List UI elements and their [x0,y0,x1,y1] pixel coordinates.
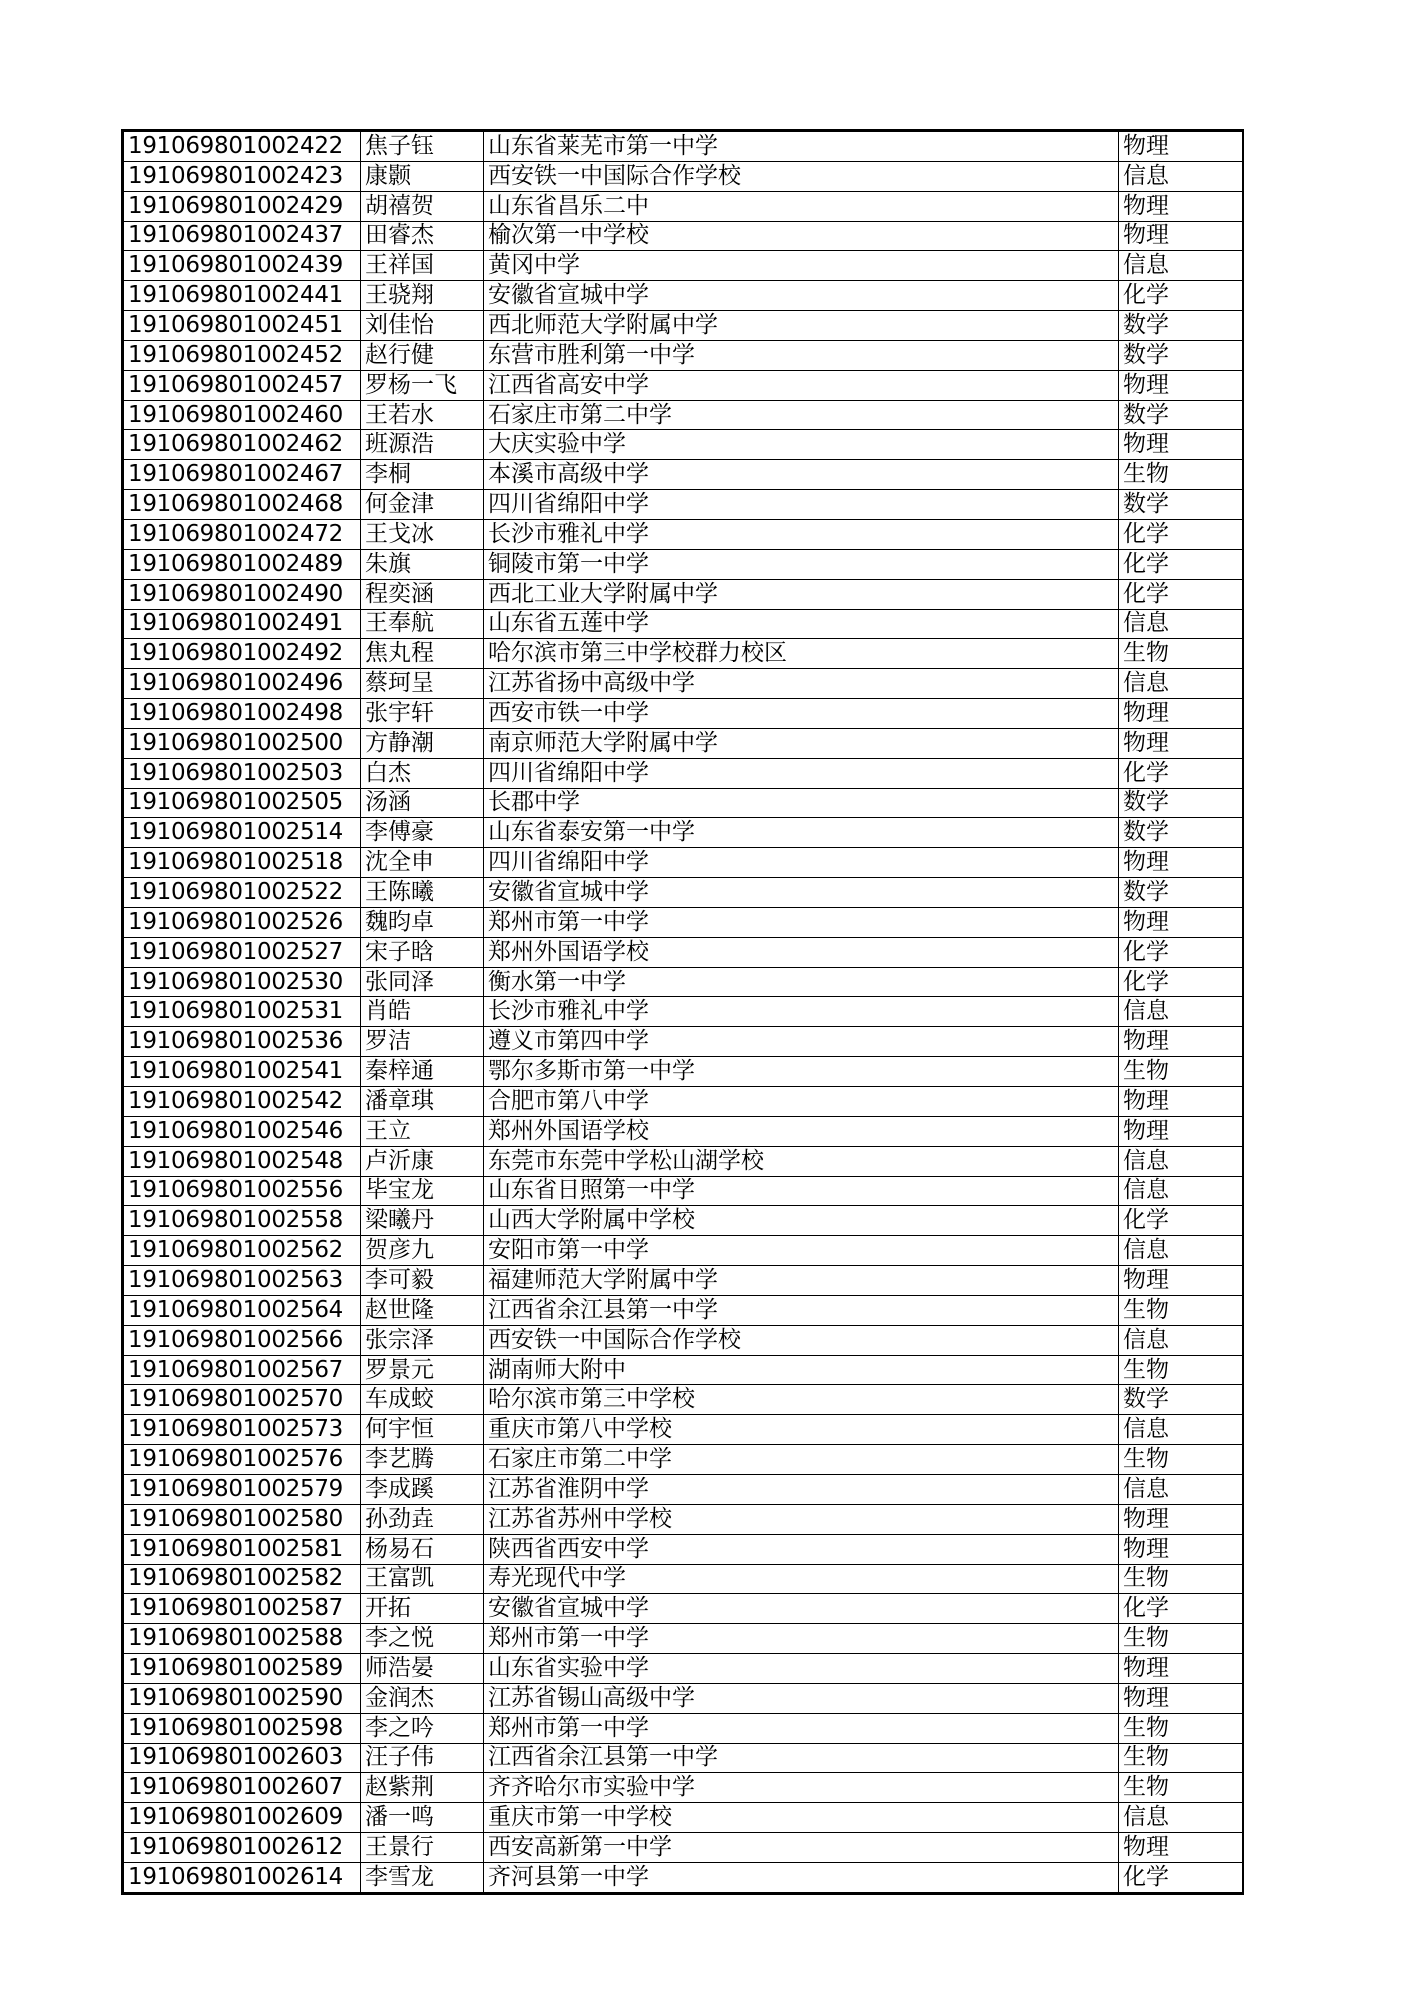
table-row [124,1415,1243,1445]
table-row [124,1146,1243,1176]
name-cell: 李成蹊 [361,1474,484,1504]
school-cell: 山西大学附属中学校 [484,1206,1119,1236]
name-cell: 肖皓 [361,997,484,1027]
school-cell: 重庆市第八中学校 [484,1415,1119,1445]
table-row [124,1862,1243,1892]
school-cell: 郑州外国语学校 [484,1116,1119,1146]
table-row [124,1057,1243,1087]
id-cell: 191069801002468 [124,490,361,520]
school-cell: 陕西省西安中学 [484,1534,1119,1564]
table-row [124,1027,1243,1057]
subject-cell: 数学 [1119,1385,1243,1415]
subject-cell: 物理 [1119,430,1243,460]
school-cell: 安徽省宣城中学 [484,878,1119,908]
name-cell: 开拓 [361,1594,484,1624]
subject-cell: 物理 [1119,1116,1243,1146]
name-cell: 焦丸程 [361,639,484,669]
subject-cell: 信息 [1119,1325,1243,1355]
school-cell: 郑州市第一中学 [484,907,1119,937]
table-row [124,967,1243,997]
name-cell: 田睿杰 [361,221,484,251]
id-cell: 191069801002429 [124,191,361,221]
table-row [124,1236,1243,1266]
subject-cell: 生物 [1119,1773,1243,1803]
id-cell: 191069801002609 [124,1803,361,1833]
subject-cell: 物理 [1119,907,1243,937]
subject-cell: 化学 [1119,281,1243,311]
subject-cell: 数学 [1119,340,1243,370]
table-row [124,1176,1243,1206]
school-cell: 湖南师大附中 [484,1355,1119,1385]
id-cell: 191069801002451 [124,311,361,341]
subject-cell: 物理 [1119,1833,1243,1863]
name-cell: 李之吟 [361,1713,484,1743]
subject-cell: 生物 [1119,1445,1243,1475]
id-cell: 191069801002460 [124,400,361,430]
subject-cell: 生物 [1119,1355,1243,1385]
subject-cell: 数学 [1119,878,1243,908]
subject-cell: 信息 [1119,997,1243,1027]
name-cell: 李艺腾 [361,1445,484,1475]
school-cell: 江苏省淮阴中学 [484,1474,1119,1504]
id-cell: 191069801002492 [124,639,361,669]
table-row [124,1594,1243,1624]
name-cell: 王奉航 [361,609,484,639]
subject-cell: 信息 [1119,1474,1243,1504]
name-cell: 汪子伟 [361,1743,484,1773]
table-row [124,699,1243,729]
id-cell: 191069801002527 [124,937,361,967]
id-cell: 191069801002582 [124,1564,361,1594]
name-cell: 汤涵 [361,788,484,818]
id-cell: 191069801002562 [124,1236,361,1266]
table-row [124,1266,1243,1296]
id-cell: 191069801002603 [124,1743,361,1773]
name-cell: 王陈曦 [361,878,484,908]
table-row [124,519,1243,549]
name-cell: 刘佳怡 [361,311,484,341]
subject-cell: 信息 [1119,609,1243,639]
table-row [124,1504,1243,1534]
subject-cell: 化学 [1119,967,1243,997]
name-cell: 贺彦九 [361,1236,484,1266]
subject-cell: 数学 [1119,818,1243,848]
id-cell: 191069801002556 [124,1176,361,1206]
subject-cell: 物理 [1119,1266,1243,1296]
subject-cell: 生物 [1119,1713,1243,1743]
subject-cell: 信息 [1119,1176,1243,1206]
name-cell: 毕宝龙 [361,1176,484,1206]
name-cell: 王戈冰 [361,519,484,549]
subject-cell: 物理 [1119,132,1243,162]
id-cell: 191069801002607 [124,1773,361,1803]
subject-cell: 物理 [1119,699,1243,729]
name-cell: 赵紫荆 [361,1773,484,1803]
school-cell: 四川省绵阳中学 [484,848,1119,878]
id-cell: 191069801002423 [124,161,361,191]
name-cell: 朱旗 [361,549,484,579]
school-cell: 福建师范大学附属中学 [484,1266,1119,1296]
table-row [124,161,1243,191]
id-cell: 191069801002422 [124,132,361,162]
subject-cell: 生物 [1119,639,1243,669]
school-cell: 长郡中学 [484,788,1119,818]
subject-cell: 化学 [1119,758,1243,788]
school-cell: 本溪市高级中学 [484,460,1119,490]
id-cell: 191069801002452 [124,340,361,370]
school-cell: 榆次第一中学校 [484,221,1119,251]
id-cell: 191069801002612 [124,1833,361,1863]
name-cell: 王祥国 [361,251,484,281]
school-cell: 山东省泰安第一中学 [484,818,1119,848]
subject-cell: 生物 [1119,1057,1243,1087]
table-row [124,1295,1243,1325]
table-row [124,460,1243,490]
name-cell: 张同泽 [361,967,484,997]
school-cell: 长沙市雅礼中学 [484,519,1119,549]
school-cell: 江苏省苏州中学校 [484,1504,1119,1534]
table-row [124,1833,1243,1863]
school-cell: 四川省绵阳中学 [484,758,1119,788]
school-cell: 南京师范大学附属中学 [484,728,1119,758]
table-row [124,1087,1243,1117]
subject-cell: 化学 [1119,937,1243,967]
name-cell: 方静潮 [361,728,484,758]
name-cell: 孙劲垚 [361,1504,484,1534]
name-cell: 秦梓通 [361,1057,484,1087]
id-cell: 191069801002472 [124,519,361,549]
school-cell: 郑州市第一中学 [484,1713,1119,1743]
school-cell: 西北师范大学附属中学 [484,311,1119,341]
table-row [124,669,1243,699]
school-cell: 黄冈中学 [484,251,1119,281]
name-cell: 白杰 [361,758,484,788]
school-cell: 哈尔滨市第三中学校群力校区 [484,639,1119,669]
school-cell: 江西省高安中学 [484,370,1119,400]
table-row [124,907,1243,937]
subject-cell: 数学 [1119,490,1243,520]
table-row [124,997,1243,1027]
table-row [124,579,1243,609]
school-cell: 郑州市第一中学 [484,1624,1119,1654]
school-cell: 江苏省锡山高级中学 [484,1683,1119,1713]
name-cell: 潘章琪 [361,1087,484,1117]
school-cell: 西安铁一中国际合作学校 [484,1325,1119,1355]
name-cell: 沈全申 [361,848,484,878]
school-cell: 安徽省宣城中学 [484,281,1119,311]
name-cell: 胡禧贺 [361,191,484,221]
id-cell: 191069801002441 [124,281,361,311]
school-cell: 山东省五莲中学 [484,609,1119,639]
subject-cell: 化学 [1119,519,1243,549]
subject-cell: 物理 [1119,221,1243,251]
school-cell: 江苏省扬中高级中学 [484,669,1119,699]
subject-cell: 生物 [1119,1624,1243,1654]
table-row [124,1654,1243,1684]
name-cell: 王富凯 [361,1564,484,1594]
id-cell: 191069801002490 [124,579,361,609]
table-row [124,1206,1243,1236]
subject-cell: 物理 [1119,1087,1243,1117]
table-row [124,758,1243,788]
table-row [124,1713,1243,1743]
table-row [124,132,1243,162]
school-cell: 西安市铁一中学 [484,699,1119,729]
id-cell: 191069801002505 [124,788,361,818]
id-cell: 191069801002563 [124,1266,361,1296]
id-cell: 191069801002564 [124,1295,361,1325]
table-row [124,1534,1243,1564]
roster-table [121,129,1244,1895]
id-cell: 191069801002522 [124,878,361,908]
id-cell: 191069801002498 [124,699,361,729]
id-cell: 191069801002531 [124,997,361,1027]
id-cell: 191069801002581 [124,1534,361,1564]
id-cell: 191069801002491 [124,609,361,639]
name-cell: 梁曦丹 [361,1206,484,1236]
subject-cell: 生物 [1119,1743,1243,1773]
subject-cell: 物理 [1119,1027,1243,1057]
name-cell: 王立 [361,1116,484,1146]
school-cell: 重庆市第一中学校 [484,1803,1119,1833]
id-cell: 191069801002462 [124,430,361,460]
subject-cell: 化学 [1119,549,1243,579]
name-cell: 康颢 [361,161,484,191]
school-cell: 山东省昌乐二中 [484,191,1119,221]
name-cell: 张宇轩 [361,699,484,729]
school-cell: 遵义市第四中学 [484,1027,1119,1057]
table-row [124,191,1243,221]
name-cell: 潘一鸣 [361,1803,484,1833]
id-cell: 191069801002580 [124,1504,361,1534]
table-row [124,1624,1243,1654]
name-cell: 杨易石 [361,1534,484,1564]
id-cell: 191069801002558 [124,1206,361,1236]
name-cell: 王景行 [361,1833,484,1863]
subject-cell: 信息 [1119,1146,1243,1176]
school-cell: 江西省余江县第一中学 [484,1295,1119,1325]
name-cell: 魏昀卓 [361,907,484,937]
subject-cell: 信息 [1119,1803,1243,1833]
subject-cell: 信息 [1119,669,1243,699]
id-cell: 191069801002590 [124,1683,361,1713]
id-cell: 191069801002576 [124,1445,361,1475]
name-cell: 李桐 [361,460,484,490]
name-cell: 赵行健 [361,340,484,370]
name-cell: 罗洁 [361,1027,484,1057]
subject-cell: 信息 [1119,161,1243,191]
school-cell: 西安高新第一中学 [484,1833,1119,1863]
id-cell: 191069801002587 [124,1594,361,1624]
subject-cell: 化学 [1119,579,1243,609]
table-row [124,1474,1243,1504]
table-row [124,1325,1243,1355]
school-cell: 衡水第一中学 [484,967,1119,997]
table-row [124,1355,1243,1385]
id-cell: 191069801002489 [124,549,361,579]
subject-cell: 物理 [1119,848,1243,878]
name-cell: 何金津 [361,490,484,520]
id-cell: 191069801002437 [124,221,361,251]
id-cell: 191069801002518 [124,848,361,878]
subject-cell: 信息 [1119,1415,1243,1445]
name-cell: 焦子钰 [361,132,484,162]
school-cell: 四川省绵阳中学 [484,490,1119,520]
table-row [124,1683,1243,1713]
name-cell: 罗杨一飞 [361,370,484,400]
subject-cell: 数学 [1119,311,1243,341]
id-cell: 191069801002589 [124,1654,361,1684]
subject-cell: 化学 [1119,1594,1243,1624]
table-row [124,728,1243,758]
subject-cell: 数学 [1119,400,1243,430]
school-cell: 哈尔滨市第三中学校 [484,1385,1119,1415]
name-cell: 金润杰 [361,1683,484,1713]
name-cell: 何宇恒 [361,1415,484,1445]
table-row [124,1116,1243,1146]
id-cell: 191069801002573 [124,1415,361,1445]
id-cell: 191069801002588 [124,1624,361,1654]
id-cell: 191069801002536 [124,1027,361,1057]
table-row [124,251,1243,281]
subject-cell: 化学 [1119,1862,1243,1892]
school-cell: 山东省莱芜市第一中学 [484,132,1119,162]
school-cell: 合肥市第八中学 [484,1087,1119,1117]
name-cell: 车成蛟 [361,1385,484,1415]
table-row [124,311,1243,341]
table-row [124,848,1243,878]
subject-cell: 物理 [1119,1683,1243,1713]
school-cell: 寿光现代中学 [484,1564,1119,1594]
id-cell: 191069801002548 [124,1146,361,1176]
school-cell: 东营市胜利第一中学 [484,340,1119,370]
school-cell: 长沙市雅礼中学 [484,997,1119,1027]
subject-cell: 数学 [1119,788,1243,818]
school-cell: 齐河县第一中学 [484,1862,1119,1892]
school-cell: 西安铁一中国际合作学校 [484,161,1119,191]
subject-cell: 物理 [1119,728,1243,758]
school-cell: 东莞市东莞中学松山湖学校 [484,1146,1119,1176]
id-cell: 191069801002526 [124,907,361,937]
name-cell: 王若水 [361,400,484,430]
name-cell: 程奕涵 [361,579,484,609]
table-row [124,400,1243,430]
id-cell: 191069801002542 [124,1087,361,1117]
subject-cell: 信息 [1119,251,1243,281]
table-row [124,788,1243,818]
school-cell: 石家庄市第二中学 [484,400,1119,430]
subject-cell: 物理 [1119,370,1243,400]
school-cell: 石家庄市第二中学 [484,1445,1119,1475]
name-cell: 卢沂康 [361,1146,484,1176]
id-cell: 191069801002570 [124,1385,361,1415]
id-cell: 191069801002541 [124,1057,361,1087]
id-cell: 191069801002546 [124,1116,361,1146]
subject-cell: 信息 [1119,1236,1243,1266]
id-cell: 191069801002566 [124,1325,361,1355]
id-cell: 191069801002614 [124,1862,361,1892]
table-row [124,818,1243,848]
id-cell: 191069801002530 [124,967,361,997]
table-row [124,370,1243,400]
name-cell: 李可毅 [361,1266,484,1296]
table-row [124,1743,1243,1773]
table-row [124,1803,1243,1833]
name-cell: 班源浩 [361,430,484,460]
table-row [124,221,1243,251]
id-cell: 191069801002500 [124,728,361,758]
school-cell: 山东省日照第一中学 [484,1176,1119,1206]
subject-cell: 生物 [1119,1295,1243,1325]
name-cell: 师浩晏 [361,1654,484,1684]
school-cell: 西北工业大学附属中学 [484,579,1119,609]
name-cell: 宋子晗 [361,937,484,967]
id-cell: 191069801002579 [124,1474,361,1504]
name-cell: 王骁翔 [361,281,484,311]
subject-cell: 生物 [1119,460,1243,490]
school-cell: 大庆实验中学 [484,430,1119,460]
school-cell: 郑州外国语学校 [484,937,1119,967]
subject-cell: 物理 [1119,1654,1243,1684]
table-row [124,937,1243,967]
name-cell: 张宗泽 [361,1325,484,1355]
id-cell: 191069801002439 [124,251,361,281]
table-row [124,549,1243,579]
table-row [124,490,1243,520]
table-row [124,1773,1243,1803]
table-row [124,1385,1243,1415]
id-cell: 191069801002496 [124,669,361,699]
name-cell: 罗景元 [361,1355,484,1385]
subject-cell: 生物 [1119,1564,1243,1594]
subject-cell: 物理 [1119,191,1243,221]
subject-cell: 物理 [1119,1504,1243,1534]
name-cell: 蔡珂呈 [361,669,484,699]
id-cell: 191069801002514 [124,818,361,848]
table-row [124,878,1243,908]
school-cell: 鄂尔多斯市第一中学 [484,1057,1119,1087]
school-cell: 齐齐哈尔市实验中学 [484,1773,1119,1803]
school-cell: 铜陵市第一中学 [484,549,1119,579]
name-cell: 李傅豪 [361,818,484,848]
table-row [124,609,1243,639]
table-row [124,340,1243,370]
table-row [124,281,1243,311]
school-cell: 安徽省宣城中学 [484,1594,1119,1624]
table-body [124,132,1243,1893]
id-cell: 191069801002467 [124,460,361,490]
school-cell: 江西省余江县第一中学 [484,1743,1119,1773]
school-cell: 安阳市第一中学 [484,1236,1119,1266]
name-cell: 李之悦 [361,1624,484,1654]
table-row [124,1445,1243,1475]
subject-cell: 化学 [1119,1206,1243,1236]
table-row [124,1564,1243,1594]
table-row [124,430,1243,460]
id-cell: 191069801002567 [124,1355,361,1385]
id-cell: 191069801002598 [124,1713,361,1743]
name-cell: 赵世隆 [361,1295,484,1325]
subject-cell: 物理 [1119,1534,1243,1564]
table-row [124,639,1243,669]
id-cell: 191069801002503 [124,758,361,788]
school-cell: 山东省实验中学 [484,1654,1119,1684]
id-cell: 191069801002457 [124,370,361,400]
name-cell: 李雪龙 [361,1862,484,1892]
